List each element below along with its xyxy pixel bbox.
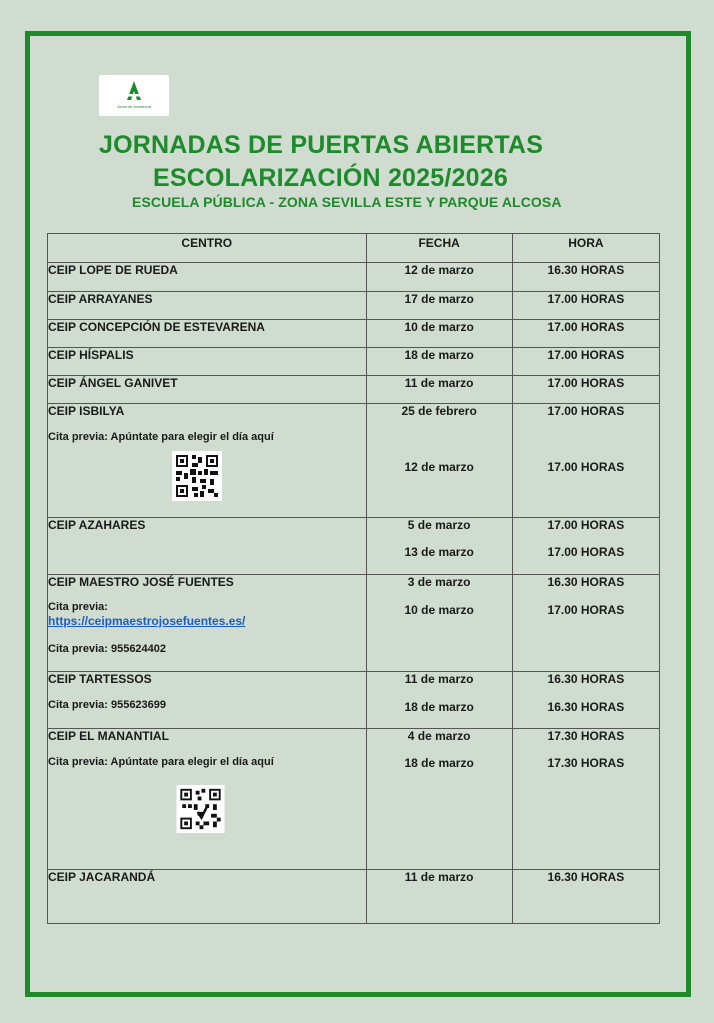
fecha-cell: 17 de marzo: [366, 292, 512, 320]
table-row: [48, 320, 660, 348]
centro-name: CEIP TARTESSOS: [48, 672, 152, 686]
hora-line: 16.30 HORAS: [547, 700, 625, 714]
table-row: [48, 263, 660, 292]
hora-line: 17.00 HORAS: [547, 404, 625, 418]
fecha-cell: [366, 672, 512, 729]
hora-cell: 17.00 HORAS: [512, 292, 659, 320]
table-row: [48, 729, 660, 870]
fecha-cell: 11 de marzo: [366, 376, 512, 404]
centro-cell: [48, 672, 367, 729]
qr-code-icon[interactable]: [172, 451, 222, 501]
hora-cell: [512, 575, 659, 672]
hora-line: 16.30 HORAS: [547, 672, 625, 686]
schedule-table: [47, 233, 660, 924]
fecha-cell: [366, 729, 512, 870]
fecha-line: 18 de marzo: [404, 700, 474, 714]
fecha-cell: [366, 518, 512, 575]
centro-cell: [48, 575, 367, 672]
fecha-line: 11 de marzo: [404, 672, 474, 686]
hora-line: 17.00 HORAS: [547, 518, 625, 532]
table-row: [48, 672, 660, 729]
school-website-link[interactable]: https://ceipmaestrojosefuentes.es/: [48, 614, 246, 628]
hora-cell: 16.30 HORAS: [512, 870, 659, 924]
centro-cell: CEIP ARRAYANES: [48, 292, 367, 320]
fecha-line: 3 de marzo: [407, 575, 471, 589]
fecha-cell: [366, 575, 512, 672]
hora-cell: [512, 672, 659, 729]
cita-previa-phone: Cita previa: 955624402: [48, 643, 167, 655]
centro-cell: [48, 404, 367, 518]
fecha-cell: [366, 404, 512, 518]
centro-cell: CEIP HÍSPALIS: [48, 348, 367, 376]
title-line-2: ESCOLARIZACIÓN 2025/2026: [153, 164, 508, 192]
centro-cell: CEIP JACARANDÁ: [48, 870, 367, 924]
fecha-line: 10 de marzo: [404, 603, 474, 617]
header-fecha: FECHA: [366, 234, 512, 263]
hora-line: 17.00 HORAS: [547, 603, 625, 617]
centro-cell: CEIP CONCEPCIÓN DE ESTEVARENA: [48, 320, 367, 348]
fecha-line: 5 de marzo: [407, 518, 471, 532]
fecha-line: 12 de marzo: [404, 460, 474, 474]
header-hora: HORA: [512, 234, 659, 263]
fecha-cell: 10 de marzo: [366, 320, 512, 348]
table-row: [48, 518, 660, 575]
table-row: [48, 348, 660, 376]
hora-line: 16.30 HORAS: [547, 575, 625, 589]
hora-cell: 17.00 HORAS: [512, 348, 659, 376]
centro-name: CEIP EL MANANTIAL: [48, 729, 169, 743]
table-row: [48, 376, 660, 404]
centro-name: CEIP ISBILYA: [48, 404, 125, 418]
fecha-cell: 11 de marzo: [366, 870, 512, 924]
cita-previa-note: Cita previa: Apúntate para elegir el día aquí: [48, 756, 274, 768]
hora-line: 17.00 HORAS: [547, 460, 625, 474]
title-line-1: JORNADAS DE PUERTAS ABIERTAS: [99, 131, 544, 159]
cita-previa-note: Cita previa:: [48, 601, 108, 613]
table-row: [48, 870, 660, 924]
junta-andalucia-logo: [99, 75, 169, 116]
table-row: [48, 292, 660, 320]
centro-cell: CEIP AZAHARES: [48, 518, 367, 575]
qr-code-icon[interactable]: [176, 785, 225, 833]
centro-cell: CEIP ÁNGEL GANIVET: [48, 376, 367, 404]
cita-previa-note: Cita previa: Apúntate para elegir el día aquí: [48, 431, 274, 443]
hora-cell: [512, 518, 659, 575]
hora-line: 17.30 HORAS: [547, 729, 625, 743]
header-centro: CENTRO: [48, 234, 367, 263]
subtitle: ESCUELA PÚBLICA - ZONA SEVILLA ESTE Y PARQUE ALCOSA: [132, 194, 562, 210]
fecha-line: 25 de febrero: [401, 404, 477, 418]
table-row: [48, 404, 660, 518]
junta-andalucia-logo-icon: [124, 80, 144, 102]
cita-previa-phone: Cita previa: 955623699: [48, 699, 167, 711]
centro-cell: [48, 729, 367, 870]
hora-cell: [512, 729, 659, 870]
hora-cell: 17.00 HORAS: [512, 320, 659, 348]
hora-line: 17.30 HORAS: [547, 756, 625, 770]
hora-line: 17.00 HORAS: [547, 545, 625, 559]
hora-cell: 17.00 HORAS: [512, 376, 659, 404]
centro-name: CEIP MAESTRO JOSÉ FUENTES: [48, 575, 234, 589]
fecha-cell: 18 de marzo: [366, 348, 512, 376]
fecha-line: 4 de marzo: [407, 729, 471, 743]
fecha-line: 18 de marzo: [404, 756, 474, 770]
hora-cell: [512, 404, 659, 518]
hora-cell: 16.30 HORAS: [512, 263, 659, 292]
fecha-line: 13 de marzo: [404, 545, 474, 559]
logo-text: Junta de Andalucía: [116, 104, 152, 109]
fecha-cell: 12 de marzo: [366, 263, 512, 292]
centro-cell: CEIP LOPE DE RUEDA: [48, 263, 367, 292]
table-row: [48, 575, 660, 672]
table-header-row: [48, 234, 660, 263]
